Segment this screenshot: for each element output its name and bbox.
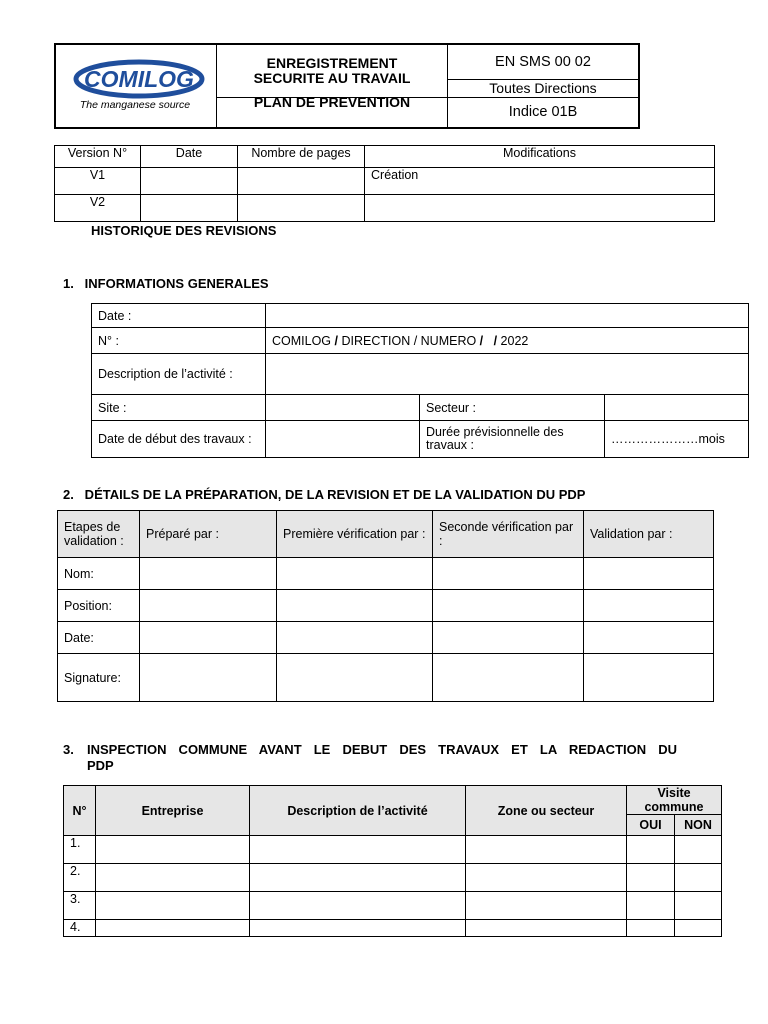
- validation-header-first-check: Première vérification par :: [277, 511, 433, 558]
- doc-scope: Toutes Directions: [448, 79, 640, 97]
- title-line1: ENREGISTREMENT: [266, 54, 398, 71]
- table-row: [64, 920, 722, 937]
- pages-cell: [238, 195, 365, 222]
- versions-table: [54, 145, 715, 222]
- duration-value: …………………mois: [605, 421, 749, 458]
- row-number: 2.: [64, 864, 96, 892]
- comilog-logo: [61, 55, 211, 115]
- section3-title-line1: INSPECTION COMMUNE AVANT LE DEBUT DES TRAVAUX ET LA REDACTION DU: [87, 742, 677, 757]
- row-label: Signature:: [58, 654, 140, 702]
- num-value: COMILOG / DIRECTION / NUMERO / / 2022: [266, 328, 749, 354]
- inspection-header-description: Description de l’activité: [250, 786, 466, 836]
- date-label: Date :: [92, 304, 266, 328]
- row-number: 4.: [64, 920, 96, 937]
- versions-header-modifications: Modifications: [365, 146, 715, 168]
- section3-title: [87, 742, 677, 774]
- title-line2: SECURITE AU TRAVAIL: [253, 69, 411, 86]
- section3-number: 3.: [63, 742, 74, 757]
- table-row: [55, 195, 715, 222]
- secteur-value: [605, 395, 749, 421]
- inspection-table: [63, 785, 722, 937]
- validation-header-steps: Etapes de validation :: [58, 511, 140, 558]
- validation-header-prepared: Préparé par :: [140, 511, 277, 558]
- inspection-header-visite: Visite commune: [627, 786, 722, 815]
- table-row: [58, 654, 714, 702]
- table-row: [64, 864, 722, 892]
- table-row: [58, 590, 714, 622]
- inspection-header-entreprise: Entreprise: [96, 786, 250, 836]
- section2-title: 2. DÉTAILS DE LA PRÉPARATION, DE LA REVISION ET DE LA VALIDATION DU PDP: [63, 487, 586, 502]
- svg-text:COMILOG: COMILOG: [84, 65, 194, 92]
- svg-text:The manganese source: The manganese source: [79, 98, 191, 111]
- section3-title-line2: PDP: [87, 758, 114, 773]
- version-cell: V2: [55, 195, 141, 222]
- desc-value: [266, 354, 749, 395]
- date-cell: [141, 195, 238, 222]
- row-number: 3.: [64, 892, 96, 920]
- validation-header-validation: Validation par :: [584, 511, 714, 558]
- logo-cell: [55, 44, 217, 128]
- inspection-header-non: NON: [675, 815, 722, 836]
- pages-cell: [238, 168, 365, 195]
- inspection-header-num: N°: [64, 786, 96, 836]
- desc-label: Description de l’activité :: [92, 354, 266, 395]
- section1-title: 1. INFORMATIONS GENERALES: [63, 276, 269, 291]
- date-value: [266, 304, 749, 328]
- doc-code: EN SMS 00 02: [448, 44, 640, 79]
- secteur-label: Secteur :: [420, 395, 605, 421]
- doc-subtitle: PLAN DE PREVENTION: [217, 87, 448, 118]
- revisions-caption: HISTORIQUE DES REVISIONS: [91, 223, 277, 238]
- inspection-header-zone: Zone ou secteur: [466, 786, 627, 836]
- version-cell: V1: [55, 168, 141, 195]
- inspection-header-oui: OUI: [627, 815, 675, 836]
- header-table: [54, 43, 640, 129]
- row-label: Position:: [58, 590, 140, 622]
- table-row: [55, 168, 715, 195]
- versions-header-pages: Nombre de pages: [238, 146, 365, 168]
- duration-label: Durée prévisionnelle des travaux :: [420, 421, 605, 458]
- row-label: Date:: [58, 622, 140, 654]
- general-info-table: [91, 303, 749, 458]
- versions-header-date: Date: [141, 146, 238, 168]
- validation-table: [57, 510, 714, 702]
- num-label: N° :: [92, 328, 266, 354]
- table-row: [64, 892, 722, 920]
- site-label: Site :: [92, 395, 266, 421]
- modif-cell: [365, 195, 715, 222]
- validation-header-second-check: Seconde vérification par :: [433, 511, 584, 558]
- site-value: [266, 395, 420, 421]
- row-label: Nom:: [58, 558, 140, 590]
- table-row: [58, 622, 714, 654]
- row-number: 1.: [64, 836, 96, 864]
- modif-cell: Création: [365, 168, 715, 195]
- doc-index: Indice 01B: [448, 97, 640, 128]
- table-row: [64, 836, 722, 864]
- table-row: [58, 558, 714, 590]
- versions-header-version: Version N°: [55, 146, 141, 168]
- start-value: [266, 421, 420, 458]
- date-cell: [141, 168, 238, 195]
- start-label: Date de début des travaux :: [92, 421, 266, 458]
